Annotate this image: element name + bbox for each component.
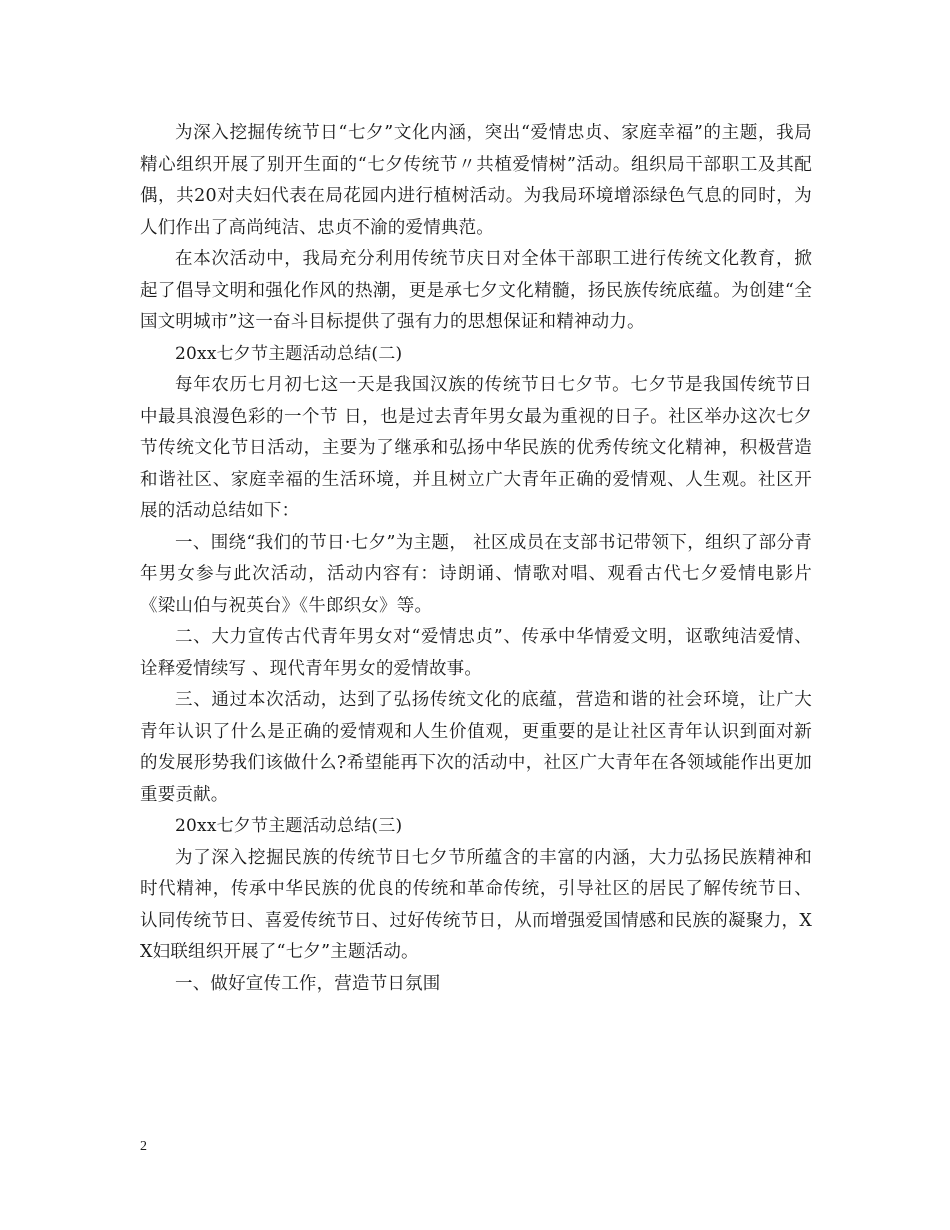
- page-number: 2: [140, 1139, 147, 1154]
- paragraph: 二、大力宣传古代青年男女对“爱情忠贞”、传承中华情爱文明，讴歌纯洁爱情、诠释爱情续写 、现代青年男女的爱情故事。: [140, 627, 812, 679]
- document-body: [140, 118, 812, 1000]
- paragraph: 一、围绕“我们的节日·七夕”为主题， 社区成员在支部书记带领下，组织了部分青年男女参与此次活动，活动内容有：诗朗诵、情歌对唱、观看古代七夕爱情电影片《梁山伯与祝英台》《牛郎织女》等。: [140, 532, 812, 616]
- paragraph: 在本次活动中，我局充分利用传统节庆日对全体干部职工进行传统文化教育，掀起了倡导文明和强化作风的热潮，更是承七夕文化精髓，扬民族传统底蕴。为创建“全国文明城市”这一奋斗目标提供了强有力的思想保证和精神动力。: [140, 249, 812, 332]
- section-heading: 20xx七夕节主题活动总结(二): [175, 343, 403, 364]
- paragraph: 为深入挖掘传统节日“七夕”文化内涵，突出“爱情忠贞、家庭幸福”的主题，我局精心组织开展了别开生面的“七夕传统节〃共植爱情树”活动。组织局干部职工及其配偶，共20对夫妇代表在局花园内进行植树活动。为我局环境增添绿色气息的同时，为人们作出了高尚纯洁、忠贞不渝的爱情典范。: [140, 123, 812, 238]
- paragraph: 每年农历七月初七这一天是我国汉族的传统节日七夕节。七夕节是我国传统节日中最具浪漫色彩的一个节 日，也是过去青年男女最为重视的日子。社区举办这次七夕节传统文化节日活动，主要为了继承和弘扬中华民族的优秀传统文化精神，积极营造和谐社区、家庭幸福的生活环境，并且树立广大青年正确的爱情观、人生观。社区开展的活动总结如下：: [140, 375, 812, 521]
- paragraph: 一、做好宣传工作，营造节日氛围: [175, 973, 441, 994]
- section-heading: 20xx七夕节主题活动总结(三): [175, 816, 403, 836]
- paragraph: 为了深入挖掘民族的传统节日七夕节所蕴含的丰富的内涵，大力弘扬民族精神和时代精神，传承中华民族的优良的传统和革命传统，引导社区的居民了解传统节日、认同传统节日、喜爱传统节日、过好传统节日，从而增强爱国情感和民族的凝聚力，XX妇联组织开展了“七夕”主题活动。: [140, 847, 812, 962]
- paragraph: 三、通过本次活动，达到了弘扬传统文化的底蕴，营造和谐的社会环境，让广大青年认识了什么是正确的爱情观和人生价值观，更重要的是让社区青年认识到面对新的发展形势我们该做什么?希望能再下次的活动中，社区广大青年在各领域能作出更加重要贡献。: [140, 690, 812, 805]
